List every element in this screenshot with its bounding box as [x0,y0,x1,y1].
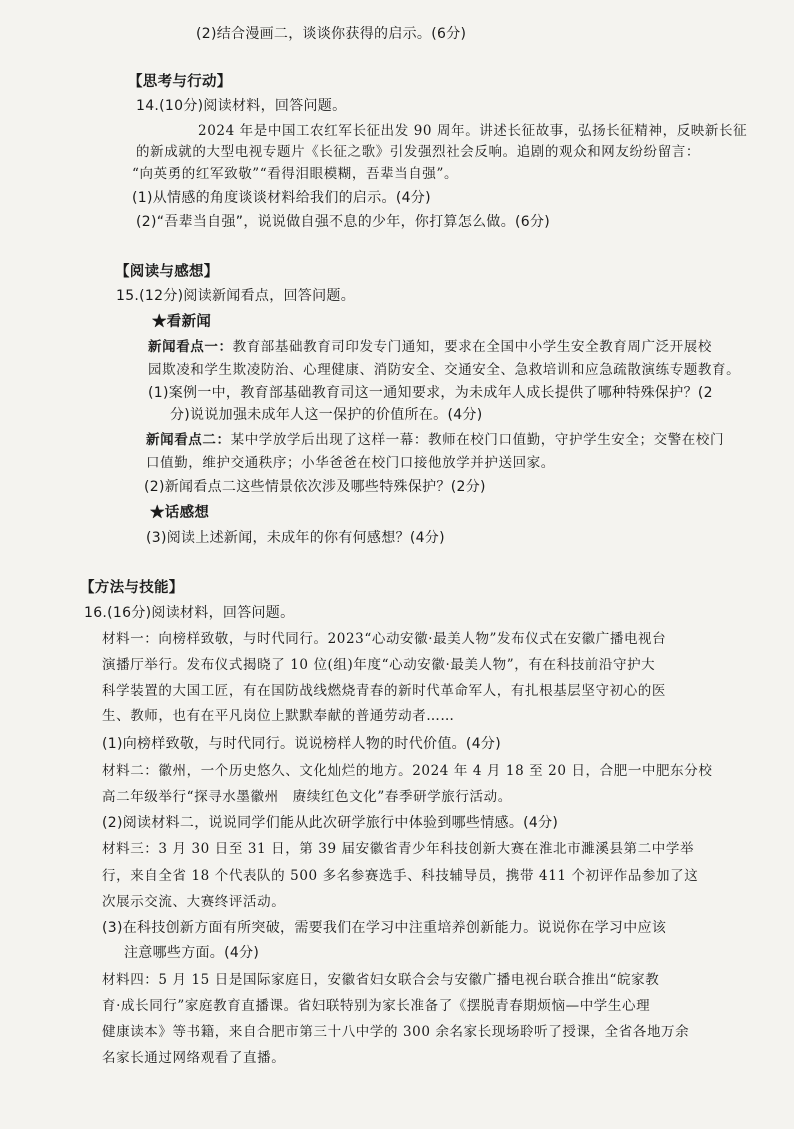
question-14-part-2: (2)“吾辈当自强”，说说做自强不息的少年，你打算怎么做。(6分) [136,214,551,230]
question-14-material-line-3: “向英勇的红军致敬”“看得泪眼模糊，吾辈当自强”。 [132,166,459,182]
news-point-1-text: 教育部基础教育司印发专门通知，要求在全国中小学生安全教育周广泛开展校 [232,339,713,355]
question-14-stem: 14.(10分)阅读材料，回答问题。 [136,98,347,114]
question-15-subheading-news: ★看新闻 [152,313,212,330]
question-16-part-3-line-1: (3)在科技创新方面有所突破，需要我们在学习中注重培养创新能力。说说你在学习中应该 [102,920,667,936]
section-heading-think-act: 【思考与行动】 [128,74,232,90]
question-13-part-2: (2)结合漫画二，谈谈你获得的启示。(6分) [196,26,467,42]
question-15-part-2: (2)新闻看点二这些情景依次涉及哪些特殊保护？(2分) [144,479,486,495]
question-16-material-3-line-2: 行，来自全省 18 个代表队的 500 多名参赛选手、科技辅导员，携带 411 个初评作品参加了这 [102,868,699,884]
question-15-news-1-line-1 [148,337,712,357]
news-point-1-label: 新闻看点一： [148,339,233,355]
question-16-material-4-line-2: 育·成长同行”家庭教育直播课。省妇联特别为家长准备了《摆脱青春期烦恼—中学生心理 [102,998,651,1014]
question-16-material-2-line-1: 材料二：徽州，一个历史悠久、文化灿烂的地方。2024 年 4 月 18 至 20 日，合肥一中肥东分校 [102,763,713,779]
question-16-part-1: (1)向榜样致敬，与时代同行。说说榜样人物的时代价值。(4分) [102,736,501,752]
question-15-news-1-line-2: 园欺凌和学生欺凌防治、心理健康、消防安全、交通安全、急救培训和应急疏散演练专题教育。 [148,362,741,378]
news-point-2-text: 某中学放学后出现了这样一幕：教师在校门口值勤，守护学生安全；交警在校门 [230,432,725,448]
question-15-stem: 15.(12分)阅读新闻看点，回答问题。 [116,288,356,304]
question-15-subheading-feel: ★话感想 [150,504,210,521]
news-point-2-label: 新闻看点二： [146,432,231,448]
question-16-material-4-line-4: 名家长通过网络观看了直播。 [102,1050,286,1066]
question-16-part-3-line-2: 注意哪些方面。(4分) [124,945,260,961]
question-15-news-2-line-2: 口值勤，维护交通秩序；小华爸爸在校门口接他放学并护送回家。 [146,455,555,471]
question-15-part-3: (3)阅读上述新闻，未成年的你有何感想？(4分) [146,530,445,546]
question-16-material-1-line-4: 生、教师，也有在平凡岗位上默默奉献的普通劳动者…… [102,708,455,724]
question-14-material-line-1: 2024 年是中国工农红军长征出发 90 周年。讲述长征故事，弘扬长征精神，反映新长征 [198,123,748,139]
question-16-material-3-line-3: 次展示交流、大赛终评活动。 [102,894,286,910]
question-16-material-2-line-2: 高二年级举行“探寻水墨徽州 赓续红色文化”春季研学旅行活动。 [102,789,512,805]
question-15-part-1-line-2: 分)说说加强未成年人这一保护的价值所在。(4分) [170,407,483,423]
question-16-part-2: (2)阅读材料二，说说同学们能从此次研学旅行中体验到哪些情感。(4分) [102,815,559,831]
question-16-stem: 16.(16分)阅读材料，回答问题。 [84,605,295,621]
question-16-material-1-line-1: 材料一：向榜样致敬，与时代同行。2023“心动安徽·最美人物”发布仪式在安徽广播电视台 [102,631,667,647]
question-14-part-1: (1)从情感的角度谈谈材料给我们的启示。(4分) [132,190,431,206]
question-16-material-1-line-3: 科学装置的大国工匠，有在国防战线燃烧青春的新时代革命军人，有扎根基层坚守初心的医 [102,683,666,699]
question-15-part-1-line-1: (1)案例一中，教育部基础教育司这一通知要求，为未成年人成长提供了哪种特殊保护？(2 [148,385,713,401]
question-16-material-3-line-1: 材料三：3 月 30 日至 31 日，第 39 届安徽省青少年科技创新大赛在淮北市濉溪县第二中学举 [102,841,695,857]
question-16-material-1-line-2: 演播厅举行。发布仪式揭晓了 10 位(组)年度“心动安徽·最美人物”，有在科技前沿守护大 [102,657,656,673]
question-14-material-line-2: 的新成就的大型电视专题片《长征之歌》引发强烈社会反响。追剧的观众和网友纷纷留言： [136,144,700,160]
question-16-material-4-line-1: 材料四：5 月 15 日是国际家庭日，安徽省妇女联合会与安徽广播电视台联合推出“皖家教 [102,972,660,988]
section-heading-method-skill: 【方法与技能】 [80,580,184,596]
question-15-news-2-line-1 [146,430,724,450]
section-heading-read-feel: 【阅读与感想】 [115,264,219,280]
question-16-material-4-line-3: 健康读本》等书籍，来自合肥市第三十八中学的 300 余名家长现场聆听了授课，全省各地万余 [102,1024,690,1040]
